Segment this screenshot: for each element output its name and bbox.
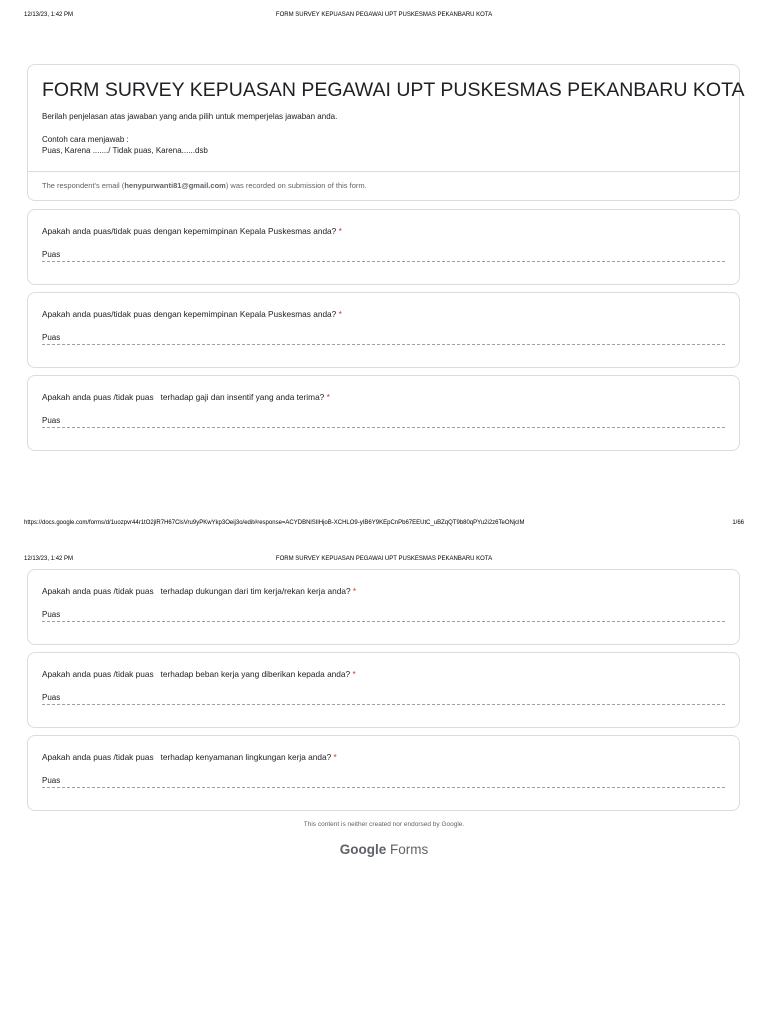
required-marker: *	[338, 226, 342, 236]
question-text: Apakah anda puas /tidak puas terhadap gaji dan insentif yang anda terima? *	[42, 392, 330, 402]
question-text: Apakah anda puas/tidak puas dengan kepemimpinan Kepala Puskesmas anda? *	[42, 226, 342, 236]
print-date: 12/13/23, 1:42 PM	[24, 12, 74, 18]
form-description-line: Puas, Karena ......./ Tidak puas, Karena......dsb	[42, 146, 208, 155]
answer-field[interactable]: Puas	[42, 333, 725, 345]
question-text: Apakah anda puas /tidak puas terhadap kenyamanan lingkungan kerja anda? *	[42, 752, 337, 762]
required-marker: *	[352, 586, 357, 596]
print-date: 12/13/23, 1:42 PM	[24, 556, 74, 562]
required-marker: *	[352, 669, 356, 679]
form-header-card	[27, 64, 745, 201]
print-url: https://docs.google.com/forms/d/1uozpvr44r1tO2jlR7H67ClsVru9yPKwYkp3Oeij3o/edit#response=ACYDBNlSIlHjoB-XCHLO9-yIB6Y9KEpCnPb67EEUtC_uBZqQT9b80qPYu2i2z6TeONjclM	[24, 520, 525, 526]
question-card	[27, 569, 740, 645]
form-description-line: Berilah penjelasan atas jawaban yang anda pilih untuk memperjelas jawaban anda.	[42, 112, 338, 121]
question-text: Apakah anda puas /tidak puas terhadap dukungan dari tim kerja/rekan kerja anda? *	[42, 586, 357, 596]
question-card	[27, 735, 740, 811]
print-header	[24, 12, 744, 18]
question-card	[27, 209, 740, 285]
email-notice: The respondent's email (henypurwanti81@gmail.com) was recorded on submission of this form.	[42, 181, 367, 190]
respondent-email: henypurwanti81@gmail.com	[124, 181, 226, 190]
google-forms-logo[interactable]: Google Forms	[339, 842, 429, 857]
answer-field[interactable]: Puas	[42, 776, 725, 788]
form-description	[42, 111, 337, 156]
answer-field[interactable]: Puas	[42, 610, 725, 622]
form-description-line: Contoh cara menjawab :	[42, 135, 129, 144]
email-notice-row	[28, 171, 739, 202]
google-disclaimer: This content is neither created nor endorsed by Google.	[303, 821, 465, 828]
required-marker: *	[333, 752, 337, 762]
print-header	[24, 556, 744, 562]
form-title: FORM SURVEY KEPUASAN PEGAWAI UPT PUSKESMAS PEKANBARU KOTA	[42, 79, 745, 101]
question-card	[27, 375, 740, 451]
question-text: Apakah anda puas/tidak puas dengan kepemimpinan Kepala Puskesmas anda? *	[42, 309, 342, 319]
print-title: FORM SURVEY KEPUASAN PEGAWAI UPT PUSKESMAS PEKANBARU KOTA	[275, 556, 493, 562]
required-marker: *	[338, 309, 342, 319]
question-card	[27, 292, 740, 368]
question-text: Apakah anda puas /tidak puas terhadap beban kerja yang diberikan kepada anda? *	[42, 669, 356, 679]
print-title: FORM SURVEY KEPUASAN PEGAWAI UPT PUSKESMAS PEKANBARU KOTA	[275, 12, 493, 18]
answer-field[interactable]: Puas	[42, 416, 725, 428]
answer-field[interactable]: Puas	[42, 693, 725, 705]
answer-field[interactable]: Puas	[42, 250, 725, 262]
question-card	[27, 652, 740, 728]
print-footer	[24, 520, 744, 526]
page-number: 1/66	[732, 520, 744, 526]
required-marker: *	[326, 392, 330, 402]
